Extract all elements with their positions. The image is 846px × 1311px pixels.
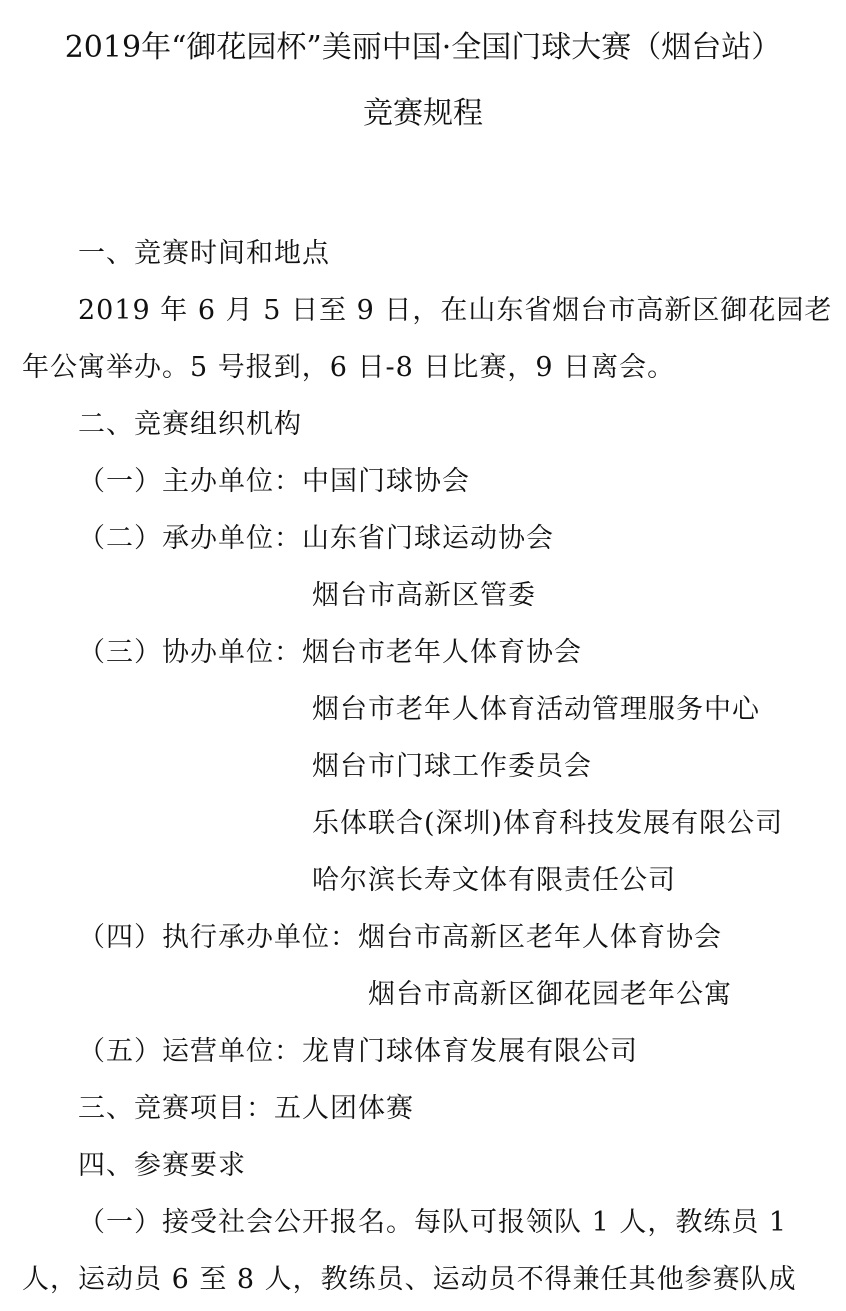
list-item: （一）主办单位：中国门球协会 xyxy=(78,466,470,497)
paragraph-line: （一）接受社会公开报名。每队可报领队 1 人，教练员 1 xyxy=(78,1207,788,1238)
list-item-continuation: 哈尔滨长寿文体有限责任公司 xyxy=(312,865,676,896)
section-heading: 二、竞赛组织机构 xyxy=(78,409,302,440)
list-item-continuation: 烟台市老年人体育活动管理服务中心 xyxy=(312,694,760,725)
section-heading: 四、参赛要求 xyxy=(78,1150,246,1181)
section-heading: 三、竞赛项目：五人团体赛 xyxy=(78,1093,414,1124)
paragraph-line: 人，运动员 6 至 8 人，教练员、运动员不得兼任其他参赛队成 xyxy=(22,1264,797,1295)
list-item-continuation: 烟台市高新区管委 xyxy=(312,580,536,611)
paragraph-line: 2019 年 6 月 5 日至 9 日，在山东省烟台市高新区御花园老 xyxy=(78,295,833,326)
list-item: （五）运营单位：龙胄门球体育发展有限公司 xyxy=(78,1036,638,1067)
document-title: 2019年“御花园杯”美丽中国·全国门球大赛（烟台站） xyxy=(64,30,782,65)
list-item-continuation: 烟台市高新区御花园老年公寓 xyxy=(368,979,732,1010)
section-heading: 一、竞赛时间和地点 xyxy=(78,238,330,269)
list-item: （二）承办单位：山东省门球运动协会 xyxy=(78,523,554,554)
paragraph-line: 年公寓举办。5 号报到，6 日-8 日比赛，9 日离会。 xyxy=(22,352,676,383)
list-item: （三）协办单位：烟台市老年人体育协会 xyxy=(78,637,582,668)
document-subtitle: 竞赛规程 xyxy=(363,96,483,131)
list-item: （四）执行承办单位：烟台市高新区老年人体育协会 xyxy=(78,922,722,953)
list-item-continuation: 乐体联合(深圳)体育科技发展有限公司 xyxy=(312,808,784,839)
list-item-continuation: 烟台市门球工作委员会 xyxy=(312,751,592,782)
